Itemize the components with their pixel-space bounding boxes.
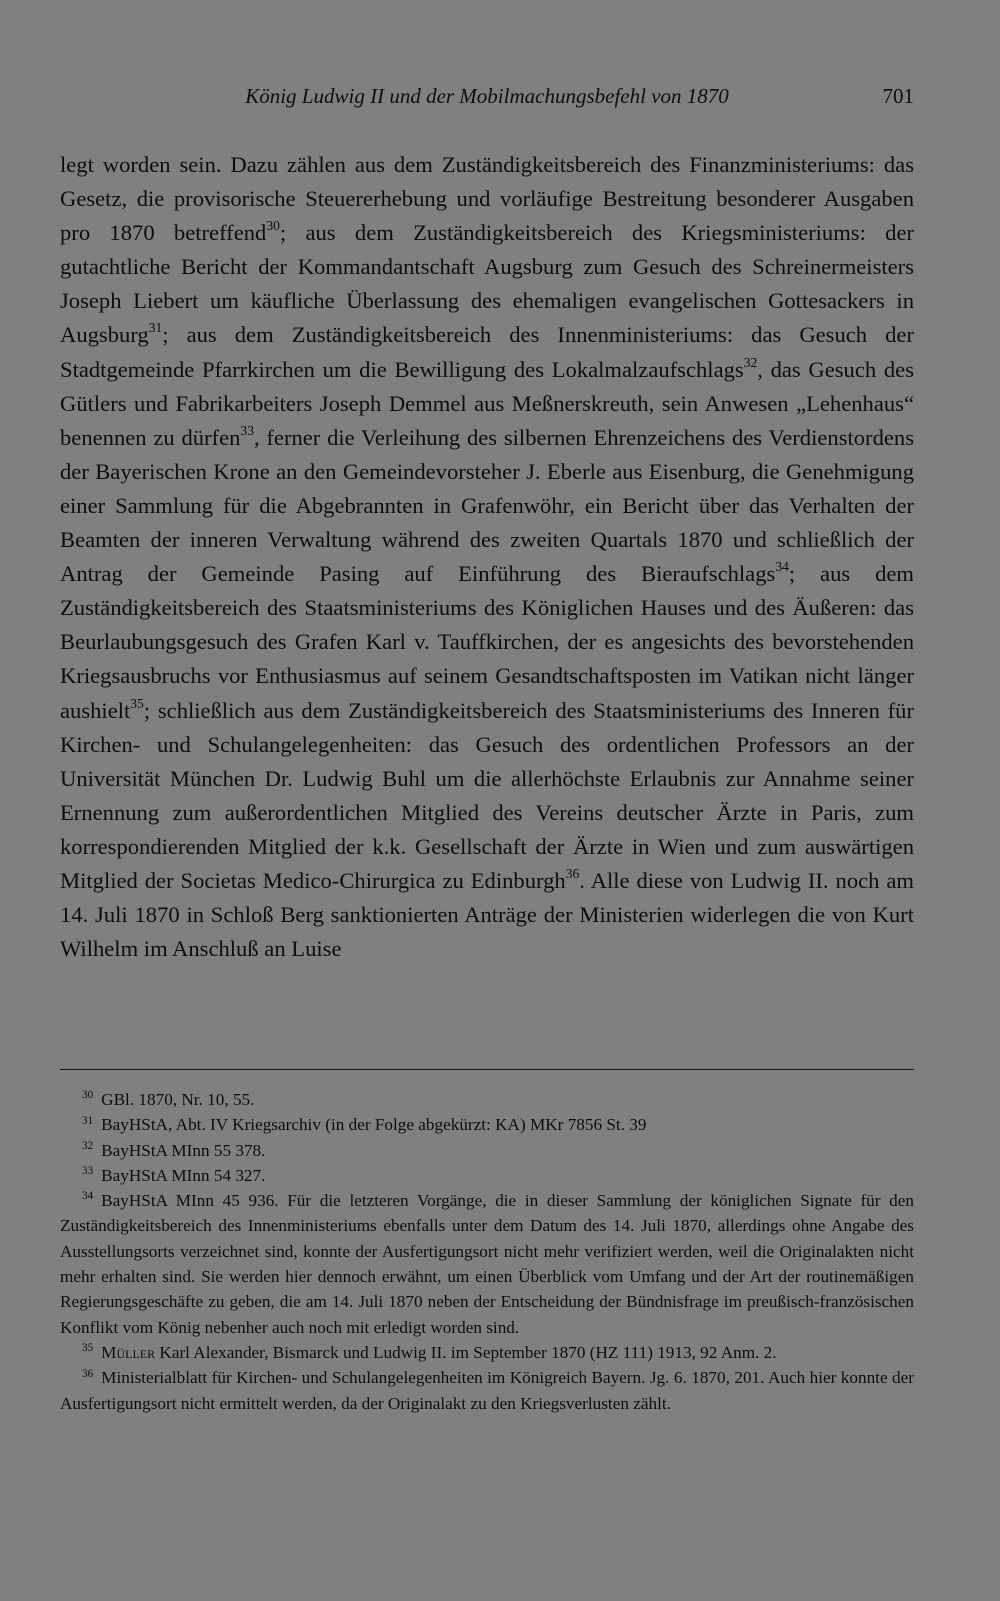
footnote-32 — [60, 1138, 914, 1163]
main-text — [60, 148, 914, 966]
footnote-text: Karl Alexander, Bismarck und Ludwig II. im September 1870 (HZ 111) 1913, 92 Anm. 2. — [155, 1342, 777, 1362]
footnote-31 — [60, 1112, 914, 1137]
footnote-text: Ministerialblatt für Kirchen- und Schulangelegenheiten im Königreich Bayern. Jg. 6. 1870, 201. Auch hier konnte der Ausfertigungsort nicht ermittelt werden, da der Originalakt zu den Kriegsverlusten zählt. — [60, 1368, 914, 1413]
page-number: 701 — [882, 84, 914, 108]
footnote-30 — [60, 1087, 914, 1112]
footnote-number: 33 — [82, 1165, 94, 1178]
text-run: . Alle diese von Ludwig II. noch am 14. Juli 1870 in Schloß Berg sanktionierten Anträge der Ministerien widerlegen die von Kurt Wilhelm im Anschluß an Luise — [60, 867, 914, 962]
footnote-34 — [60, 1188, 914, 1340]
footnote-text: BayHStA MInn 45 936. Für die letzteren Vorgänge, die in dieser Sammlung der königlichen Signate für den Zuständigkeitsbereich des Innenministeriums ebenfalls unter dem Datum des 14. Juli 1870, allerdings ohne Angabe des Ausstellungsorts verzeichnet sind, konnte der Ausfertigungsort nicht mehr verifiziert werden, weil die Originalakten nicht mehr erhalten sind. Sie werden hier dennoch erwähnt, um einen Überblick vom Umfang und der Art der routinemäßigen Regierungsgeschäfte zu geben, die am 14. Juli 1870 neben der Entscheidung der Bündnisfrage im preußisch-französischen Konflikt vom König nebenher auch noch mit erledigt worden sind. — [60, 1191, 914, 1337]
body-paragraph — [60, 148, 914, 966]
footnote-35 — [60, 1340, 914, 1365]
running-title: König Ludwig II und der Mobilmachungsbefehl von 1870 — [245, 84, 729, 108]
footnote-ref-30: 30 — [266, 218, 280, 234]
footnote-number: 30 — [82, 1089, 94, 1102]
footnote-number: 31 — [82, 1114, 94, 1127]
footnotes — [60, 1087, 914, 1416]
text-run: ; aus dem Zuständigkeitsbereich des Staatsministeriums des Königlichen Hauses und des Äußeren: das Beurlaubungsgesuch des Grafen Karl v. Tauffkirchen, der es angesichts des bevorstehenden Kriegsausbruchs vor Enthusiasmus auf seinem Gesandtschaftsposten im Vatikan nicht länger aushielt — [60, 561, 915, 723]
footnote-text: BayHStA MInn 54 327. — [101, 1165, 266, 1185]
footnote-number: 32 — [82, 1139, 94, 1152]
footnote-number: 34 — [82, 1190, 94, 1203]
footnote-text: BayHStA MInn 55 378. — [101, 1140, 266, 1160]
text-run: ; aus dem Zuständigkeitsbereich des Kriegsministeriums: der gutachtliche Bericht der Kommandantschaft Augsburg zum Gesuch des Schreinermeisters Joseph Liebert um käufliche Überlassung des ehemaligen evangelischen Gottesackers in Augsburg — [60, 220, 914, 348]
footnote-ref-31: 31 — [148, 320, 163, 336]
footnote-ref-32: 32 — [743, 354, 758, 370]
footnote-text: GBl. 1870, Nr. 10, 55. — [101, 1090, 255, 1109]
footnote-ref-35: 35 — [130, 695, 144, 711]
footnote-ref-36: 36 — [565, 865, 580, 881]
footnote-separator — [60, 1069, 914, 1070]
footnote-number: 36 — [82, 1367, 94, 1380]
running-header — [60, 84, 914, 118]
text-run: ; aus dem Zuständigkeitsbereich des Innenministeriums: das Gesuch der Stadtgemeinde Pfarrkirchen um die Bewilligung des Lokalmalzaufschlags — [60, 322, 914, 382]
footnote-author: Müller — [101, 1342, 156, 1362]
footnote-ref-34: 34 — [775, 558, 789, 574]
text-run: ; schließlich aus dem Zuständigkeitsbereich des Staatsministeriums des Inneren für Kirchen- und Schulangelegenheiten: das Gesuch des ordentlichen Professors an der Universität München Dr. Ludwig Buhl um die allerhöchste Erlaubnis zur Annahme seiner Ernennung zum außerordentlichen Mitglied des Vereins deutscher Ärzte in Paris, zum korrespondierenden Mitglied der k.k. Gesellschaft der Ärzte in Wien und zum auswärtigen Mitglied der Societas Medico-Chirurgica zu Edinburgh — [60, 697, 914, 893]
footnote-number: 35 — [82, 1342, 94, 1355]
footnote-36 — [60, 1365, 914, 1416]
text-run: , ferner die Verleihung des silbernen Ehrenzeichens des Verdienstordens der Bayerischen Krone an den Gemeindevorsteher J. Eberle aus Eisenburg, die Genehmigung einer Sammlung für die Abgebrannten in Grafenwöhr, ein Bericht über das Verhalten der Beamten der inneren Verwaltung während des zweiten Quartals 1870 und schließlich der Antrag der Gemeinde Pasing auf Einführung des Bieraufschlags — [60, 424, 914, 587]
footnote-ref-33: 33 — [240, 422, 254, 438]
text-run: , das Gesuch des Gütlers und Fabrikarbeiters Joseph Demmel aus Meßnerskreuth, sein Anwesen „Lehenhaus“ benennen zu dürfen — [60, 356, 914, 450]
footnote-text: BayHStA, Abt. IV Kriegsarchiv (in der Folge abgekürzt: KA) MKr 7856 St. 39 — [101, 1115, 647, 1135]
text-run: legt worden sein. Dazu zählen aus dem Zuständigkeitsbereich des Finanzministeriums: das Gesetz, die provisorische Steuererhebung und vorläufige Bestreitung besonderer Ausgaben pro 1870 betreffend — [60, 152, 914, 246]
footnote-33 — [60, 1163, 914, 1188]
